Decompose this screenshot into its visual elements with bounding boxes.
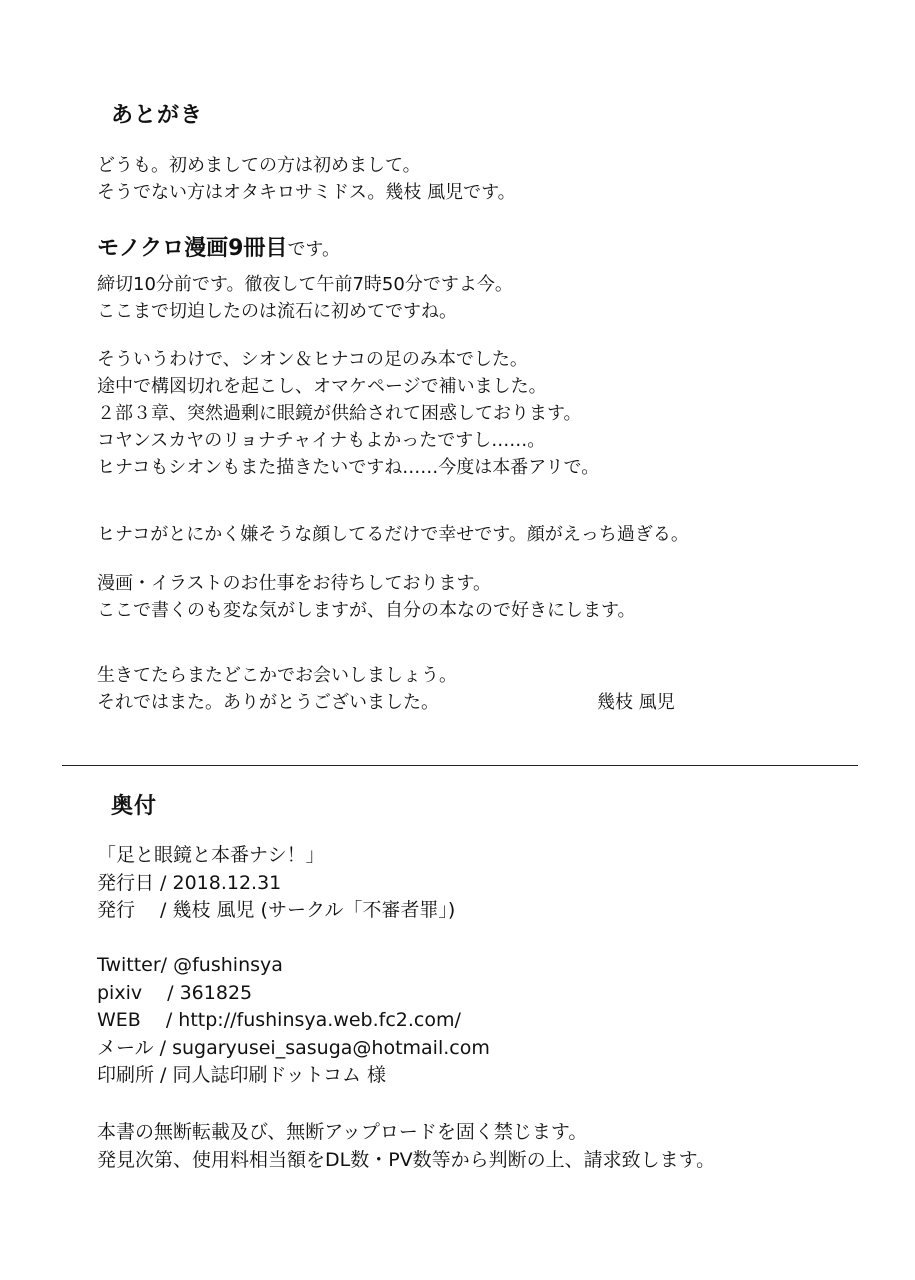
- deadline-line-2: ここまで切迫したのは流石に初めてですね。: [97, 301, 457, 322]
- section-divider: [62, 765, 858, 766]
- greeting-line-2: そうでない方はオタキロサミドス。幾枝 風児です。: [97, 182, 516, 203]
- afterword-deadline: [97, 271, 513, 325]
- happiness-line-1: ヒナコがとにかく嫌そうな顔してるだけで幸せです。顔がえっち過ぎる。: [97, 524, 689, 545]
- lead-bold-text: モノクロ漫画9冊目: [97, 236, 288, 261]
- book-title: 「足と眼鏡と本番ナシ！」: [97, 844, 325, 866]
- publish-date: 発行日 / 2018.12.31: [97, 871, 282, 894]
- lead-rest-text: です。: [287, 239, 340, 260]
- greeting-line-1: どうも。初めましての方は初めまして。: [97, 155, 421, 176]
- printer-name: 印刷所 / 同人誌印刷ドットコム 様: [97, 1064, 387, 1086]
- afterword-lead: [97, 234, 340, 264]
- notice-line-2: 発見次第、使用料相当額をDL数・PV数等から判断の上、請求致します。: [97, 1148, 716, 1171]
- closing-line-2: それではまた。ありがとうございました。: [97, 692, 439, 713]
- email-address: メール / sugaryusei_sasuga@hotmail.com: [97, 1036, 490, 1059]
- afterword-work-request: [97, 570, 636, 624]
- content-line-3: ２部３章、突然過剰に眼鏡が供給されて困惑しております。: [97, 403, 582, 424]
- afterword-happiness: [97, 521, 689, 548]
- deadline-line-1: 締切10分前です。徹夜して午前7時50分ですよ今。: [97, 274, 513, 295]
- afterword-heading: あとがき: [111, 103, 204, 128]
- copyright-notice: [97, 1119, 715, 1174]
- work-request-line-1: 漫画・イラストのお仕事をお待ちしております。: [97, 573, 492, 594]
- afterword-content: [97, 346, 599, 481]
- colophon-contacts: [97, 952, 490, 1090]
- twitter-handle: Twitter/ @fushinsya: [97, 954, 283, 976]
- colophon-heading: 奥付: [111, 794, 158, 819]
- closing-line-1: 生きてたらまたどこかでお会いしましょう。: [97, 665, 457, 686]
- pixiv-id: pixiv / 361825: [97, 981, 253, 1004]
- afterword-closing: [97, 662, 457, 716]
- content-line-1: そういうわけで、シオン＆ヒナコの足のみ本でした。: [97, 349, 528, 370]
- publisher: 発行 / 幾枝 風児 (サークル「不審者罪」): [97, 899, 456, 921]
- content-line-2: 途中で構図切れを起こし、オマケページで補いました。: [97, 376, 547, 397]
- colophon-details: [97, 842, 455, 925]
- author-signature: 幾枝 風児: [597, 692, 675, 713]
- content-line-5: ヒナコもシオンもまた描きたいですね……今度は本番アリで。: [97, 457, 600, 478]
- website-url: WEB / http://fushinsya.web.fc2.com/: [97, 1009, 461, 1031]
- afterword-greeting: [97, 152, 516, 206]
- work-request-line-2: ここで書くのも変な気がしますが、自分の本なので好きにします。: [97, 600, 636, 621]
- notice-line-1: 本書の無断転載及び、無断アップロードを固く禁じます。: [97, 1121, 588, 1143]
- content-line-4: コヤンスカヤのリョナチャイナもよかったですし……。: [97, 430, 546, 451]
